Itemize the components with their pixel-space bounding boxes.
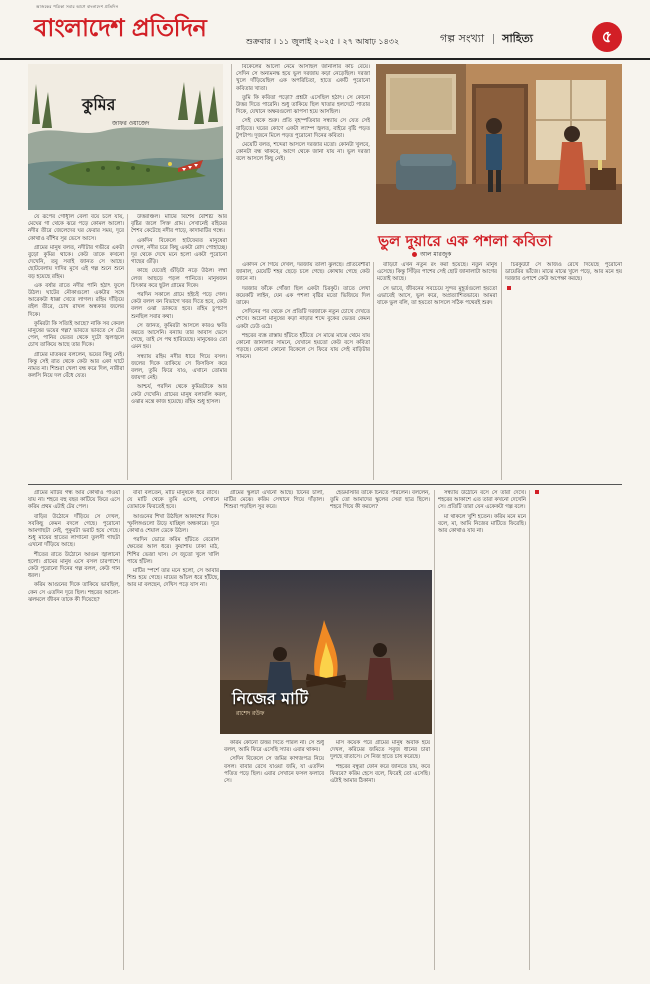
paragraph: একদিন বিকেলে হাটফেরত মানুষেরা দেখল, নদীর চরে কিছু একটা রোদ পোহাচ্ছে। দূর থেকে দেখে মনে হলো একটা পুরোনো গাছের গুঁড়ি।	[131, 237, 227, 266]
logo-tagline: আজকের পত্রিকা সবার আগে বাংলাদেশ প্রতিদিন	[36, 4, 119, 9]
story-title[interactable]: কুমির	[82, 95, 116, 114]
room-illustration	[376, 64, 622, 224]
paragraph: মা থাকলে খুশি হতেন। করিম মনে মনে বলে, মা, আমি নিজের মাটিতে ফিরেছি। আর কোথাও যাব না।	[438, 513, 526, 535]
column-divider	[501, 262, 502, 480]
paragraph: গ্রামের স্কুলটা এখনো আছে। টিনের চালা, মাটির মেঝে। করিম সেখানে গিয়ে দাঁড়াল। শিশুরা পড়ছিল সুর করে।	[224, 490, 324, 511]
column-divider	[529, 490, 530, 970]
column-divider	[373, 262, 374, 480]
paragraph: সে ভাবে, জীবনের সবচেয়ে সুন্দর মুহূর্তগুলো হয়তো এভাবেই আসে, ভুল করে, অপ্রত্যাশিতভাবে। আমরা যাকে ভুল বলি, তা হয়তো আসলে সঠিক পথেরই শুরু।	[377, 285, 497, 307]
story-column	[377, 262, 497, 480]
story-column	[330, 490, 430, 566]
section-label	[440, 30, 533, 49]
column-divider	[434, 490, 435, 970]
paragraph: করিম আগুনের দিকে তাকিয়ে ভাবছিল, কেন সে এতদিন দূরে ছিল। শহরের আলো-ঝলমলে জীবন তাকে কী দিয়েছে?	[28, 582, 120, 603]
paragraph: সেই থেকে শুরু। প্রতি বৃহস্পতিবার সন্ধ্যায় সে যেত সেই বাড়িতে। ঘরের কোণে একটা ল্যাম্প জ্বলত, বাইরে বৃষ্টি পড়ত টুপটাপ। দুজনে মিলে পড়ত পুরোনো দিনের কবিতা।	[236, 118, 370, 139]
paragraph: দরজার ফাঁকে গোঁজা ছিল একটা চিরকুট। তাতে লেখা কয়েকটি লাইন, যেন এক পশলা বৃষ্টির মতো ভিজিয়ে দিল তাকে।	[236, 285, 370, 307]
story-column	[28, 214, 124, 480]
section-name: সাহিত্য	[502, 32, 533, 45]
paragraph: তুমি কি কবিতা পড়ো? প্রশ্নটা এসেছিল হঠাৎ। সে কোনো উত্তর দিতে পারেনি। শুধু তাকিয়ে ছিল খাতার হলদেটে পাতার দিকে, যেখানে অক্ষরগুলো ঝাপসা হয়ে আসছিল।	[236, 94, 370, 116]
story-author	[412, 249, 451, 260]
paragraph: যে রূপের গোধূলি বেলা বয়ে চলে যায়, মেঘের গা থেকে ঝরে পড়ে কোমল আলো। নদীর তীরে জেলেদের ঘর ফেরার সময়, দূরে কোথাও বাঁশির সুর ভেসে আসে।	[28, 214, 124, 242]
paragraph: সেদিনের পর থেকে সে প্রতিটি দরজাকে নতুন চোখে দেখতে শেখে। অচেনা মানুষের কড়া নাড়ার শব্দে বুকের ভেতর কেমন একটা ঢেউ ওঠে।	[236, 309, 370, 330]
paragraph: চিরকুটটা সে আজও রেখে দিয়েছে পুরোনো ডায়েরির ভাঁজে। মাঝে মাঝে খুলে পড়ে, আর মনে হয় দরজার ওপাশে কেউ অপেক্ষা করছে।	[505, 262, 622, 283]
section-prefix: গল্প সংখ্যা	[440, 32, 485, 45]
paragraph: মাটির স্পর্শে তার মনে হলো, সে আবার শিশু হয়ে গেছে। মায়ের আঁচল ধরে হাঁটছে, আর মা বলছেন, দেখিস পড়ে যাস না।	[127, 568, 219, 589]
paragraph: বাবা বলতেন, মাটি মানুষকে ধরে রাখে। যে মাটি থেকে তুমি এসেছ, সেখানে তোমাকে ফিরতেই হবে।	[127, 490, 219, 511]
paragraph: পরদিন সকালে গ্রামে হইচই পড়ে গেল। কেউ বলল বন বিভাগে খবর দিতে হবে, কেউ বলল ওঝা ডাকতে হবে। রহিম চুপচাপ শুনছিল সবার কথা।	[131, 292, 227, 320]
paragraph: গ্রামের মানুষ বলত, নদীটার গভীরে একটা বুড়ো কুমির থাকে। কেউ তাকে কখনো দেখেনি, তবু সবাই জানত সে আছে। ছোটবেলায় দাদির মুখে এই গল্প শুনে শুনে বড় হয়েছে রহিম।	[28, 244, 124, 280]
paragraph: হেডমাস্টার তাকে চিনতে পারলেন। বললেন, তুমি তো আমাদের স্কুলের সেরা ছাত্র ছিলে। শহরে গিয়ে কী করলে?	[330, 490, 430, 511]
story-column	[224, 490, 324, 566]
paragraph: গ্রামের মাতব্বর বললেন, ভয়ের কিছু নেই। কিন্তু সেই রাত থেকে কেউ আর একা ঘাটে নামত না। শিশুরা খেলা বন্ধ করে দিল, নারীরা কলসি নিয়ে দল বেঁধে যেত।	[28, 351, 124, 380]
story-column	[236, 64, 370, 254]
story-title[interactable]: ভুল দুয়ারে এক পশলা কবিতা	[378, 232, 552, 250]
section-divider	[28, 484, 622, 485]
story-title[interactable]: নিজের মাটি	[232, 689, 309, 708]
column-divider	[127, 214, 128, 480]
dateline: শুক্রবার । ১১ জুলাই ২০২৫ । ২৭ আষাঢ় ১৪৩২	[246, 37, 400, 46]
paragraph: সন্ধ্যায় রহিম নদীর ধারে গিয়ে বসল। জলের দিকে তাকিয়ে সে ফিসফিস করে বলল, তুমি ফিরে যাও, এখানে তোমার জায়গা নেই।	[131, 353, 227, 382]
paragraph: বাড়ির উঠোনে দাঁড়িয়ে সে দেখল, সবকিছু কেমন বদলে গেছে। পুরোনো আমগাছটা নেই, পুকুরটা ভরাট হয়ে গেছে। শুধু মায়ের হাতের লাগানো তুলসী গাছটা এখনো দাঁড়িয়ে আছে।	[28, 513, 120, 549]
crocodile-illustration	[28, 64, 223, 210]
paragraph: শহরের ব্যস্ত রাস্তায় হাঁটতে হাঁটতে সে মাঝে মাঝে থেমে যায় কোনো জানালার সামনে, যেখানে হয়তো কেউ বসে কবিতা পড়ছে। কোনো কোনো বিকেলে সে ফিরে যায় সেই বাড়িটার সামনে।	[236, 332, 370, 361]
paragraph: কাছে যেতেই গুঁড়িটা নড়ে উঠল। লম্বা লেজ আছড়ে পড়ল পানিতে। মানুষজন চিৎকার করে ছুটল গ্রামের দিকে।	[131, 268, 227, 289]
story-column	[533, 490, 622, 970]
paragraph: এক বর্ষার রাতে নদীর পানি হঠাৎ ফুলে উঠল। ঘাটের নৌকাগুলো একটার সঙ্গে আরেকটা ধাক্কা খেতে লাগল। রহিম দাঁড়িয়ে রইল তীরে, চোখ রাখল অন্ধকার জলের দিকে।	[28, 282, 124, 318]
paragraph: বাড়িটা এখন নতুন রং করা হয়েছে। নতুন মানুষ এসেছে। কিন্তু সিঁড়ির পাশের সেই ছোট জানালাটা আগের মতোই আছে।	[377, 262, 497, 283]
paragraph: আগুনের শিখা উঠছিল আকাশের দিকে। স্ফুলিঙ্গগুলো উড়ে যাচ্ছিল অন্ধকারে। দূরে কোথাও শেয়াল ডেকে উঠল।	[127, 513, 219, 535]
story-column	[330, 740, 430, 970]
paragraph: কুমিরটা কি সত্যিই আছে? নাকি সব কেবল মানুষের ভয়ের গল্প? ভাবতে ভাবতে সে টের পেল, পানির ভেতর থেকে দুটো জ্বলজ্বলে চোখ তাকিয়ে আছে তার দিকে।	[28, 320, 124, 349]
story-column	[438, 490, 526, 970]
paragraph: উত্তরাঞ্চল। মাটির বিশেষ বৈশিষ্ট্য আর বৃষ্টির জলে সিক্ত গ্রাম। সেখানেই রহিমের শৈশব কেটেছে নদীর পাড়ে, কাদামাটির গন্ধে।	[131, 214, 227, 235]
story-column	[28, 490, 120, 970]
paragraph: একদিন সে গিয়ে দেখল, দরজায় তালা ঝুলছে। প্রতিবেশীরা জানাল, মেয়েটি শহর ছেড়ে চলে গেছে। কোথায় গেছে কেউ জানে না।	[236, 262, 370, 283]
paragraph: গ্রামের মাটির গন্ধ আর কোথাও পাওয়া যায় না। শহরে বহু বছর কাটিয়ে ফিরে এসে করিম প্রথম এটাই টের পেল।	[28, 490, 120, 511]
end-mark	[535, 490, 539, 494]
column-divider	[231, 64, 232, 480]
paragraph: সেদিন বিকেলে সে জমির কাগজপত্র নিয়ে বসল। বাবার রেখে যাওয়া জমি, যা এতদিন পতিত পড়ে ছিল। এবার সেখানে ফসল ফলাবে সে।	[224, 756, 324, 785]
author-name: আল মারজুক	[420, 251, 452, 258]
paragraph: মাস কয়েক পরে গ্রামের মানুষ অবাক হয়ে দেখল, করিমের জমিতে সবুজ ধানের চারা দুলছে বাতাসে। সে নিজ হাতে চাষ করেছে।	[330, 740, 430, 761]
paragraph: পরদিন ভোরে করিম হাঁটতে বেরোল ক্ষেতের আল ধরে। কুয়াশায় ঢাকা মাঠ, শিশির ভেজা ঘাস। সে জুতো খুলে খালি পায়ে হাঁটল।	[127, 537, 219, 565]
page-number-badge: ৫	[592, 22, 622, 52]
paragraph: সন্ধ্যায় উঠোনে বসে সে তারা দেখে। শহরের আকাশে এত তারা কখনো দেখেনি সে। প্রতিটি তারা যেন একেকটা গল্প বলে।	[438, 490, 526, 511]
story-column	[505, 262, 622, 480]
story-column	[224, 740, 324, 970]
paragraph: শহরের বন্ধুরা ফোন করে জানতে চায়, কবে ফিরবে? করিম হেসে বলে, ফিরেই তো এসেছি। এটাই আমার ঠিকানা।	[330, 763, 430, 785]
story-column	[131, 214, 227, 480]
paragraph: সে জানত, কুমিরটা আসলে কারও ক্ষতি করতে আসেনি। বন্যায় তার আবাস ভেসে গেছে, তাই সে পথ হারিয়েছে। মানুষেরও তো এমন হয়।	[131, 322, 227, 351]
masthead	[0, 0, 650, 60]
paragraph: করিম কোনো উত্তর দিতে পারল না। সে শুধু বলল, আমি ফিরে এসেছি স্যার। এবার থাকব।	[224, 740, 324, 754]
paragraph: মেয়েটি বলত, শব্দেরা আসলে দরজার মতো। কোনটা খুলবে, কোনটা বন্ধ থাকবে, আগে থেকে জানা যায় না। ভুল দরজা বলে আসলে কিছু নেই।	[236, 142, 370, 163]
story-author: রাশেদ রউফ	[236, 710, 265, 717]
end-mark	[507, 286, 511, 290]
column-divider	[123, 490, 124, 970]
paragraph: শীতের রাতে উঠোনে আগুন জ্বালানো হলো। গ্রামের মানুষ এসে বসল চারপাশে। কেউ পুরোনো দিনের গল্প বলল, কেউ গান ধরল।	[28, 551, 120, 580]
story-column	[127, 490, 219, 970]
paragraph: বিকেলের আলো নেমে আসছিল জানালার কাচ বেয়ে। সেদিন সে অন্যমনস্ক হয়ে ভুল দরজায় কড়া নেড়েছিল। দরজা খুলে দাঁড়িয়েছিল এক অপরিচিতা, হাতে একটি পুরোনো কবিতার খাতা।	[236, 64, 370, 92]
story-column	[236, 262, 370, 480]
pen-icon	[412, 252, 417, 257]
story-author: জাফর ওয়াজেদ	[112, 120, 150, 127]
paragraph: আশ্চর্য, পরদিন থেকে কুমিরটাকে আর কেউ দেখেনি। গ্রামের মানুষ বলাবলি করল, ওঝার মন্ত্রে কাজ হয়েছে। রহিম শুধু হাসল।	[131, 384, 227, 405]
newspaper-logo[interactable]: বাংলাদেশ প্রতিদিন	[34, 14, 207, 42]
